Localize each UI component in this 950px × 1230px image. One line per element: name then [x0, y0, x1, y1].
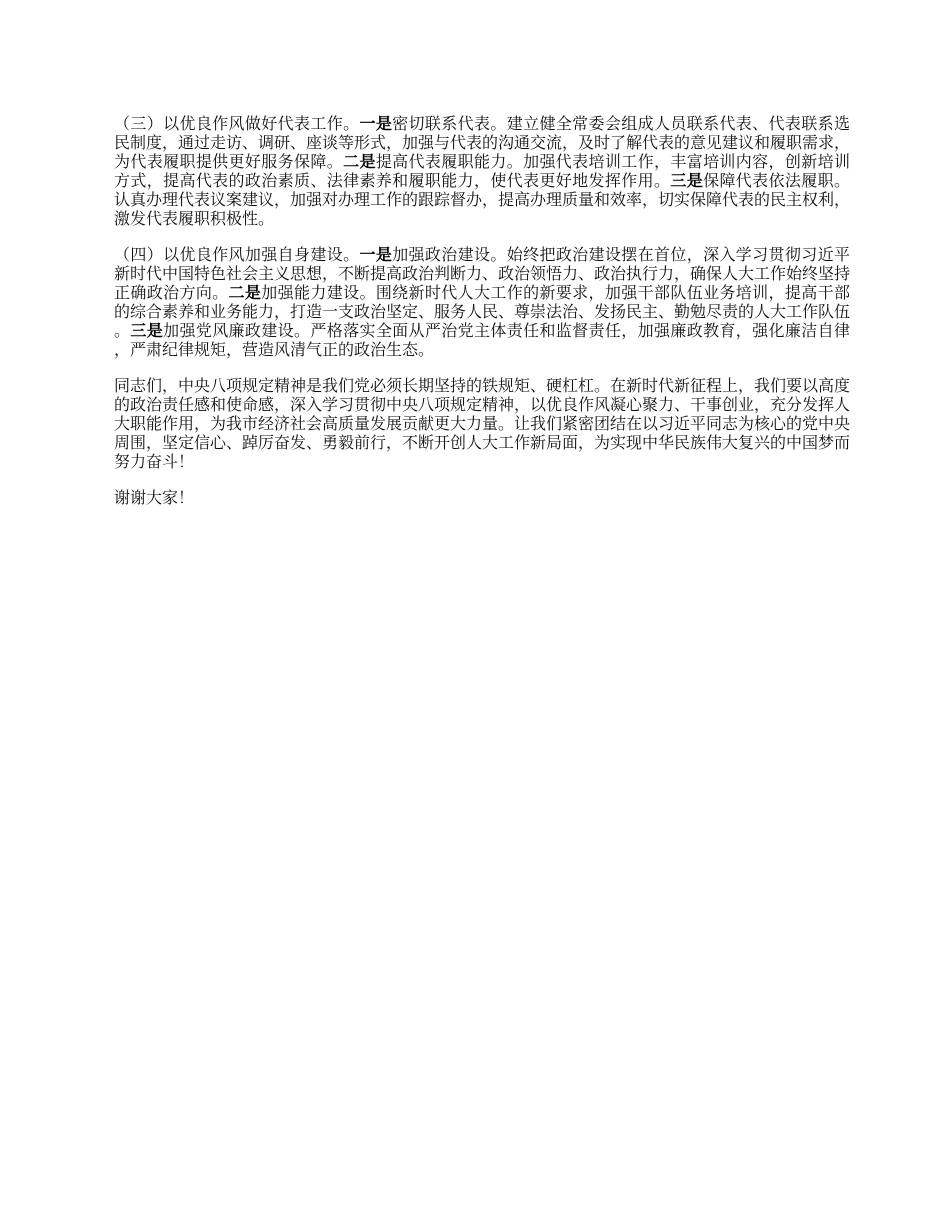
paragraph-section-four — [114, 245, 850, 359]
point-one-marker: 一是 — [359, 245, 393, 264]
point-two-text: 加强能力建设。围绕新时代人大工作的新要求，加强干部队伍业务培训，提高干部的综合素养和业务能力，打造一支政治坚定、服务人民、尊崇法治、发扬民主、勤勉尽责的人大工作队伍。 — [114, 283, 851, 340]
paragraph-thanks — [114, 488, 850, 507]
point-three-text: 加强党风廉政建设。严格落实全面从严治党主体责任和监督责任，加强廉政教育，强化廉洁自律，严肃纪律规矩，营造风清气正的政治生态。 — [114, 321, 850, 359]
section-heading-text: （四）以优良作风加强自身建设。 — [114, 245, 360, 264]
point-one-marker: 一是 — [359, 114, 393, 133]
closing-remarks-text: 同志们，中央八项规定精神是我们党必须长期坚持的铁规矩、硬杠杠。在新时代新征程上，我们要以高度的政治责任感和使命感，深入学习贯彻中央八项规定精神，以优良作风凝心聚力、干事创业，充分发挥人大职能作用，为我市经济社会高质量发展贡献更大力量。让我们紧密团结在以习近平同志为核心的党中央周围，坚定信心、踔厉奋发、勇毅前行，不断开创人大工作新局面，为实现中华民族伟大复兴的中国梦而努力奋斗！ — [114, 376, 851, 471]
point-two-marker: 二是 — [343, 152, 376, 171]
point-three-text: 保障代表依法履职。认真办理代表议案建议，加强对办理工作的跟踪督办，提高办理质量和效率，切实保障代表的民主权利，激发代表履职积极性。 — [114, 171, 851, 228]
point-one-text: 密切联系代表。建立健全常委会组成人员联系代表、代表联系选民制度，通过走访、调研、座谈等形式，加强与代表的沟通交流，及时了解代表的意见建议和履职需求，为代表履职提供更好服务保障。 — [114, 114, 851, 171]
paragraph-closing-remarks — [114, 376, 850, 471]
point-three-marker: 三是 — [130, 321, 164, 340]
document-body — [114, 114, 850, 507]
paragraph-section-three — [114, 114, 850, 228]
point-three-marker: 三是 — [670, 171, 704, 190]
thanks-text: 谢谢大家！ — [114, 488, 195, 507]
point-two-marker: 二是 — [228, 283, 262, 302]
point-one-text: 加强政治建设。始终把政治建设摆在首位，深入学习贯彻习近平新时代中国特色社会主义思想，不断提高政治判断力、政治领悟力、政治执行力，确保人大工作始终坚持正确政治方向。 — [114, 245, 851, 302]
point-two-text: 提高代表履职能力。加强代表培训工作，丰富培训内容，创新培训方式，提高代表的政治素质、法律素养和履职能力，使代表更好地发挥作用。 — [114, 152, 850, 190]
section-heading-text: （三）以优良作风做好代表工作。 — [114, 114, 360, 133]
